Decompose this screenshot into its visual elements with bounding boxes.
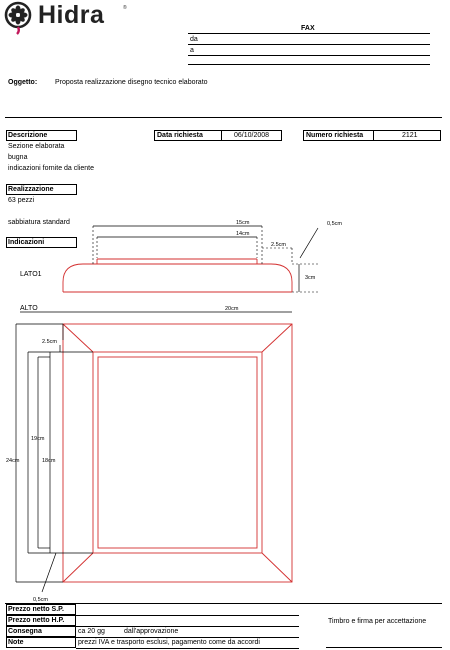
prezzo-hp-label: Prezzo netto H.P. (8, 617, 65, 624)
signature-label: Timbro e firma per accettazione (328, 618, 427, 625)
footer-row-1-line (76, 615, 299, 616)
dim-19cm: 19cm (31, 436, 45, 442)
realizzazione-line-1: 63 pezzi (8, 197, 35, 204)
dim-05cm-top: 0,5cm (327, 221, 342, 227)
note-label: Note (8, 639, 24, 646)
dim-20cm: 20cm (225, 306, 239, 312)
realizzazione-line-2: sabbiatura standard (8, 219, 70, 226)
indicazioni-label: Indicazioni (8, 239, 45, 246)
dim-24cm: 24cm (6, 458, 20, 464)
numero-richiesta-value: 2121 (402, 132, 418, 139)
descrizione-line-3: indicazioni fornite da cliente (8, 165, 94, 172)
descrizione-label: Descrizione (8, 132, 48, 139)
realizzazione-label: Realizzazione (8, 186, 54, 193)
numero-richiesta-label: Numero richiesta (306, 132, 364, 139)
fax-from-label: da (190, 36, 198, 43)
subject-value: Proposta realizzazione disegno tecnico elaborato (55, 79, 208, 86)
lato-label: LATO1 (20, 271, 42, 278)
dim-25cm-side: 2.5cm (42, 339, 57, 345)
note-value: prezzi IVA e trasporto esclusi, pagamento come da accordi (78, 639, 260, 646)
footer-row-1-label-box (6, 604, 76, 615)
prezzo-sp-label: Prezzo netto S.P. (8, 606, 64, 613)
consegna-extra: dall'approvazione (124, 628, 179, 635)
signature-line (326, 647, 442, 648)
consegna-value: ca 20 gg (78, 628, 105, 635)
descrizione-line-1: Sezione elaborata (8, 143, 65, 150)
dim-3cm: 3cm (305, 275, 316, 281)
footer-row-2-line (76, 626, 299, 627)
subject-label: Oggetto: (8, 79, 38, 86)
footer-row-3-label-box (6, 626, 76, 637)
data-richiesta-label: Data richiesta (157, 132, 203, 139)
dim-25cm-top: 2.5cm (271, 242, 286, 248)
side-profile (63, 259, 292, 292)
alto-label: ALTO (20, 305, 38, 312)
dim-05cm-bottom: 0,5cm (33, 597, 48, 603)
registered-mark: ® (123, 5, 127, 11)
data-richiesta-value: 06/10/2008 (234, 132, 270, 139)
fax-title: FAX (301, 25, 315, 32)
footer-row-4-line (76, 648, 299, 649)
footer-row-2-label-box (6, 615, 76, 626)
top-dimension-solid (20, 226, 318, 312)
brand-name: Hidra (38, 1, 105, 29)
fax-to-label: a (190, 47, 194, 54)
descrizione-line-2: bugna (8, 154, 28, 161)
dim-18cm: 18cm (42, 458, 56, 464)
dim-14cm: 14cm (236, 231, 250, 237)
consegna-label: Consegna (8, 628, 42, 635)
dim-15cm: 15cm (236, 220, 250, 226)
top-view (63, 324, 292, 582)
footer-row-4-label-box (6, 637, 76, 648)
